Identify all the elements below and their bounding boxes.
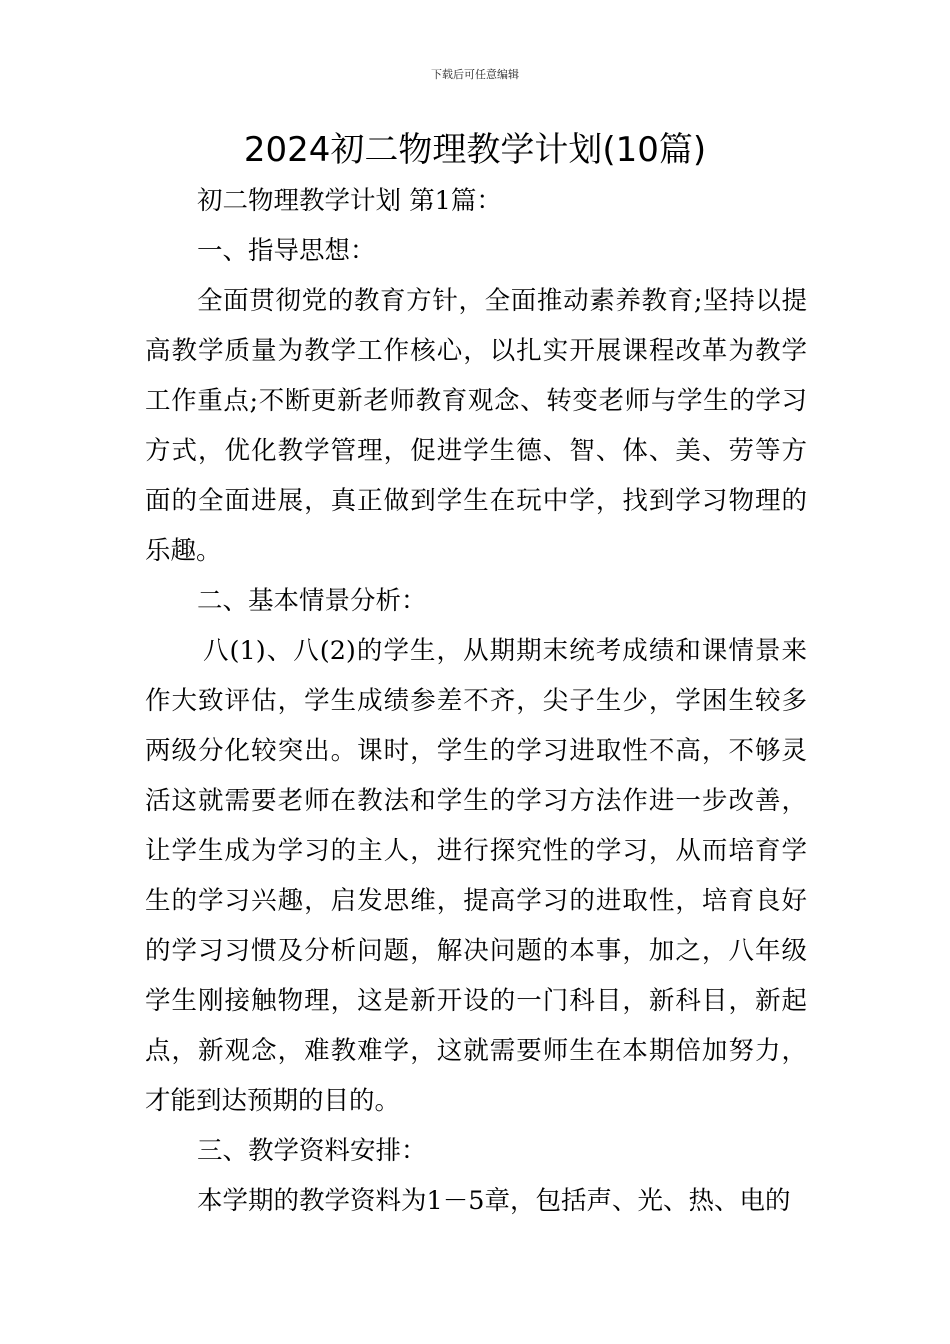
paragraph-guiding-ideology: 全面贯彻党的教育方针，全面推动素养教育;坚持以提高教学质量为教学工作核心，以扎实开展课程改革为教学工作重点;不断更新老师教育观念、转变老师与学生的学习方式，优化教学管理，促进学生德、智、体、美、劳等方面的全面进展，真正做到学生在玩中学，找到学习物理的乐趣。: [145, 286, 807, 566]
section-heading-plan: 初二物理教学计划 第1篇：: [197, 186, 502, 216]
paragraph-teaching-materials: 本学期的教学资料为1－5章，包括声、光、热、电的: [197, 1186, 791, 1216]
section-heading-guiding-ideology: 一、指导思想：: [197, 236, 376, 266]
section-heading-teaching-materials: 三、教学资料安排：: [197, 1136, 427, 1166]
document-body: [145, 176, 807, 1226]
document-title: 2024初二物理教学计划(10篇): [243, 130, 707, 170]
paragraph-situation-analysis: 八(1)、八(2)的学生，从期期末统考成绩和课情景来作大致评估，学生成绩参差不齐，尖子生少，学困生较多两级分化较突出。课时，学生的学习进取性不高，不够灵活这就需要老师在教法和学生的学习方法作进一步改善，让学生成为学习的主人，进行探究性的学习，从而培育学生的学习兴趣，启发思维，提高学习的进取性，培育良好的学习习惯及分析问题，解决问题的本事，加之，八年级学生刚接触物理，这是新开设的一门科目，新科目，新起点，新观念，难教难学，这就需要师生在本期倍加努力，才能到达预期的目的。: [145, 636, 807, 1116]
section-heading-situation-analysis: 二、基本情景分析：: [197, 586, 427, 616]
header-note: 下载后可任意编辑: [431, 68, 519, 81]
